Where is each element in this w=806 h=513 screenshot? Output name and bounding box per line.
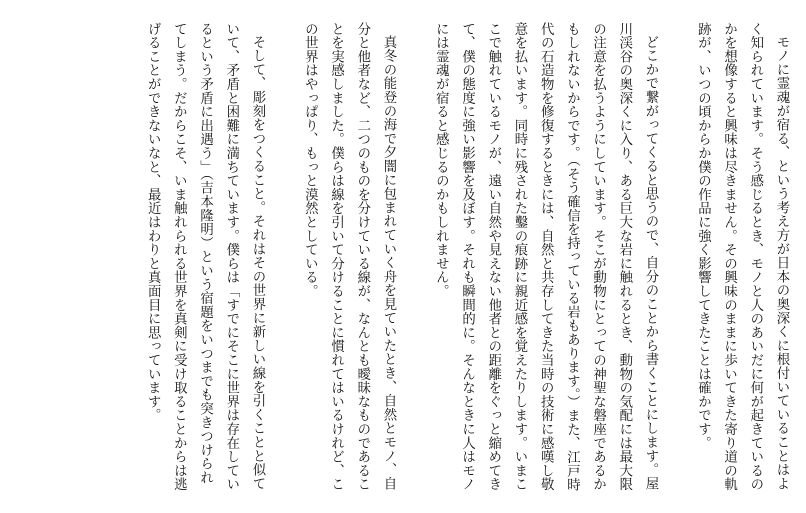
- essay-body: [139, 22, 794, 492]
- essay-paragraph: そして、彫刻をつくること。それはその世界に新しい線を引くことと似ていて、矛盾と困難に満ちています。僕らは「すでにそこに世界は存在しているという矛盾に出遇う」（吉本隆明）という宿題をいつまでも突きつけられてしまう。だからこそ、いま触れられる世界を真剣に受け取ることからは逃げることができないなと、最近はわりと真面目に思っています。: [145, 22, 265, 492]
- essay-paragraph: モノに霊魂が宿る、という考え方が日本の奥深くに根付いていることはよく知られています。そう感じるとき、モノと人のあいだに何が起きているのかを想像すると興味は尽きません。その興味のままに歩いてきた寄り道の軌跡が、いつの頃からか僕の作品に強く影響してきたことは確かです。: [695, 22, 789, 492]
- essay-paragraph: どこかで繋がってくると思うので、自分のことから書くことにします。屋川渓谷の奥深くに入り、ある巨大な岩に触れるとき、動物の気配には最大限の注意を払うようにしています。そこが動物にとっての神聖な磐座であるかもしれないからです。（そう確信を持っている岩もあります。）また、江戸時代の石造物を修復するときには、自然と共存してきた当時の技術に感嘆し敬意を払います。同時に残された鑿の痕跡に親近感を覚えたりします。いまここで触れているモノが、遠い自然や見えない他者との距離をぐっと縮めてきて、僕の態度に強い影響を及ぼす。それも瞬間的に。そんなときに人はモノには霊魂が宿ると感じるのかもしれません。: [433, 22, 658, 492]
- essay-paragraph: 真冬の能登の海で夕闇に包まれていく舟を見ていたとき、自然とモノ、自分と他者など、二つのものを分けている線が、なんとも曖昧なものであることを実感しました。僕らは線を引いて分けることに慣れてはいるけれど、この世界はやっぱり、もっと漠然としている。: [302, 22, 396, 492]
